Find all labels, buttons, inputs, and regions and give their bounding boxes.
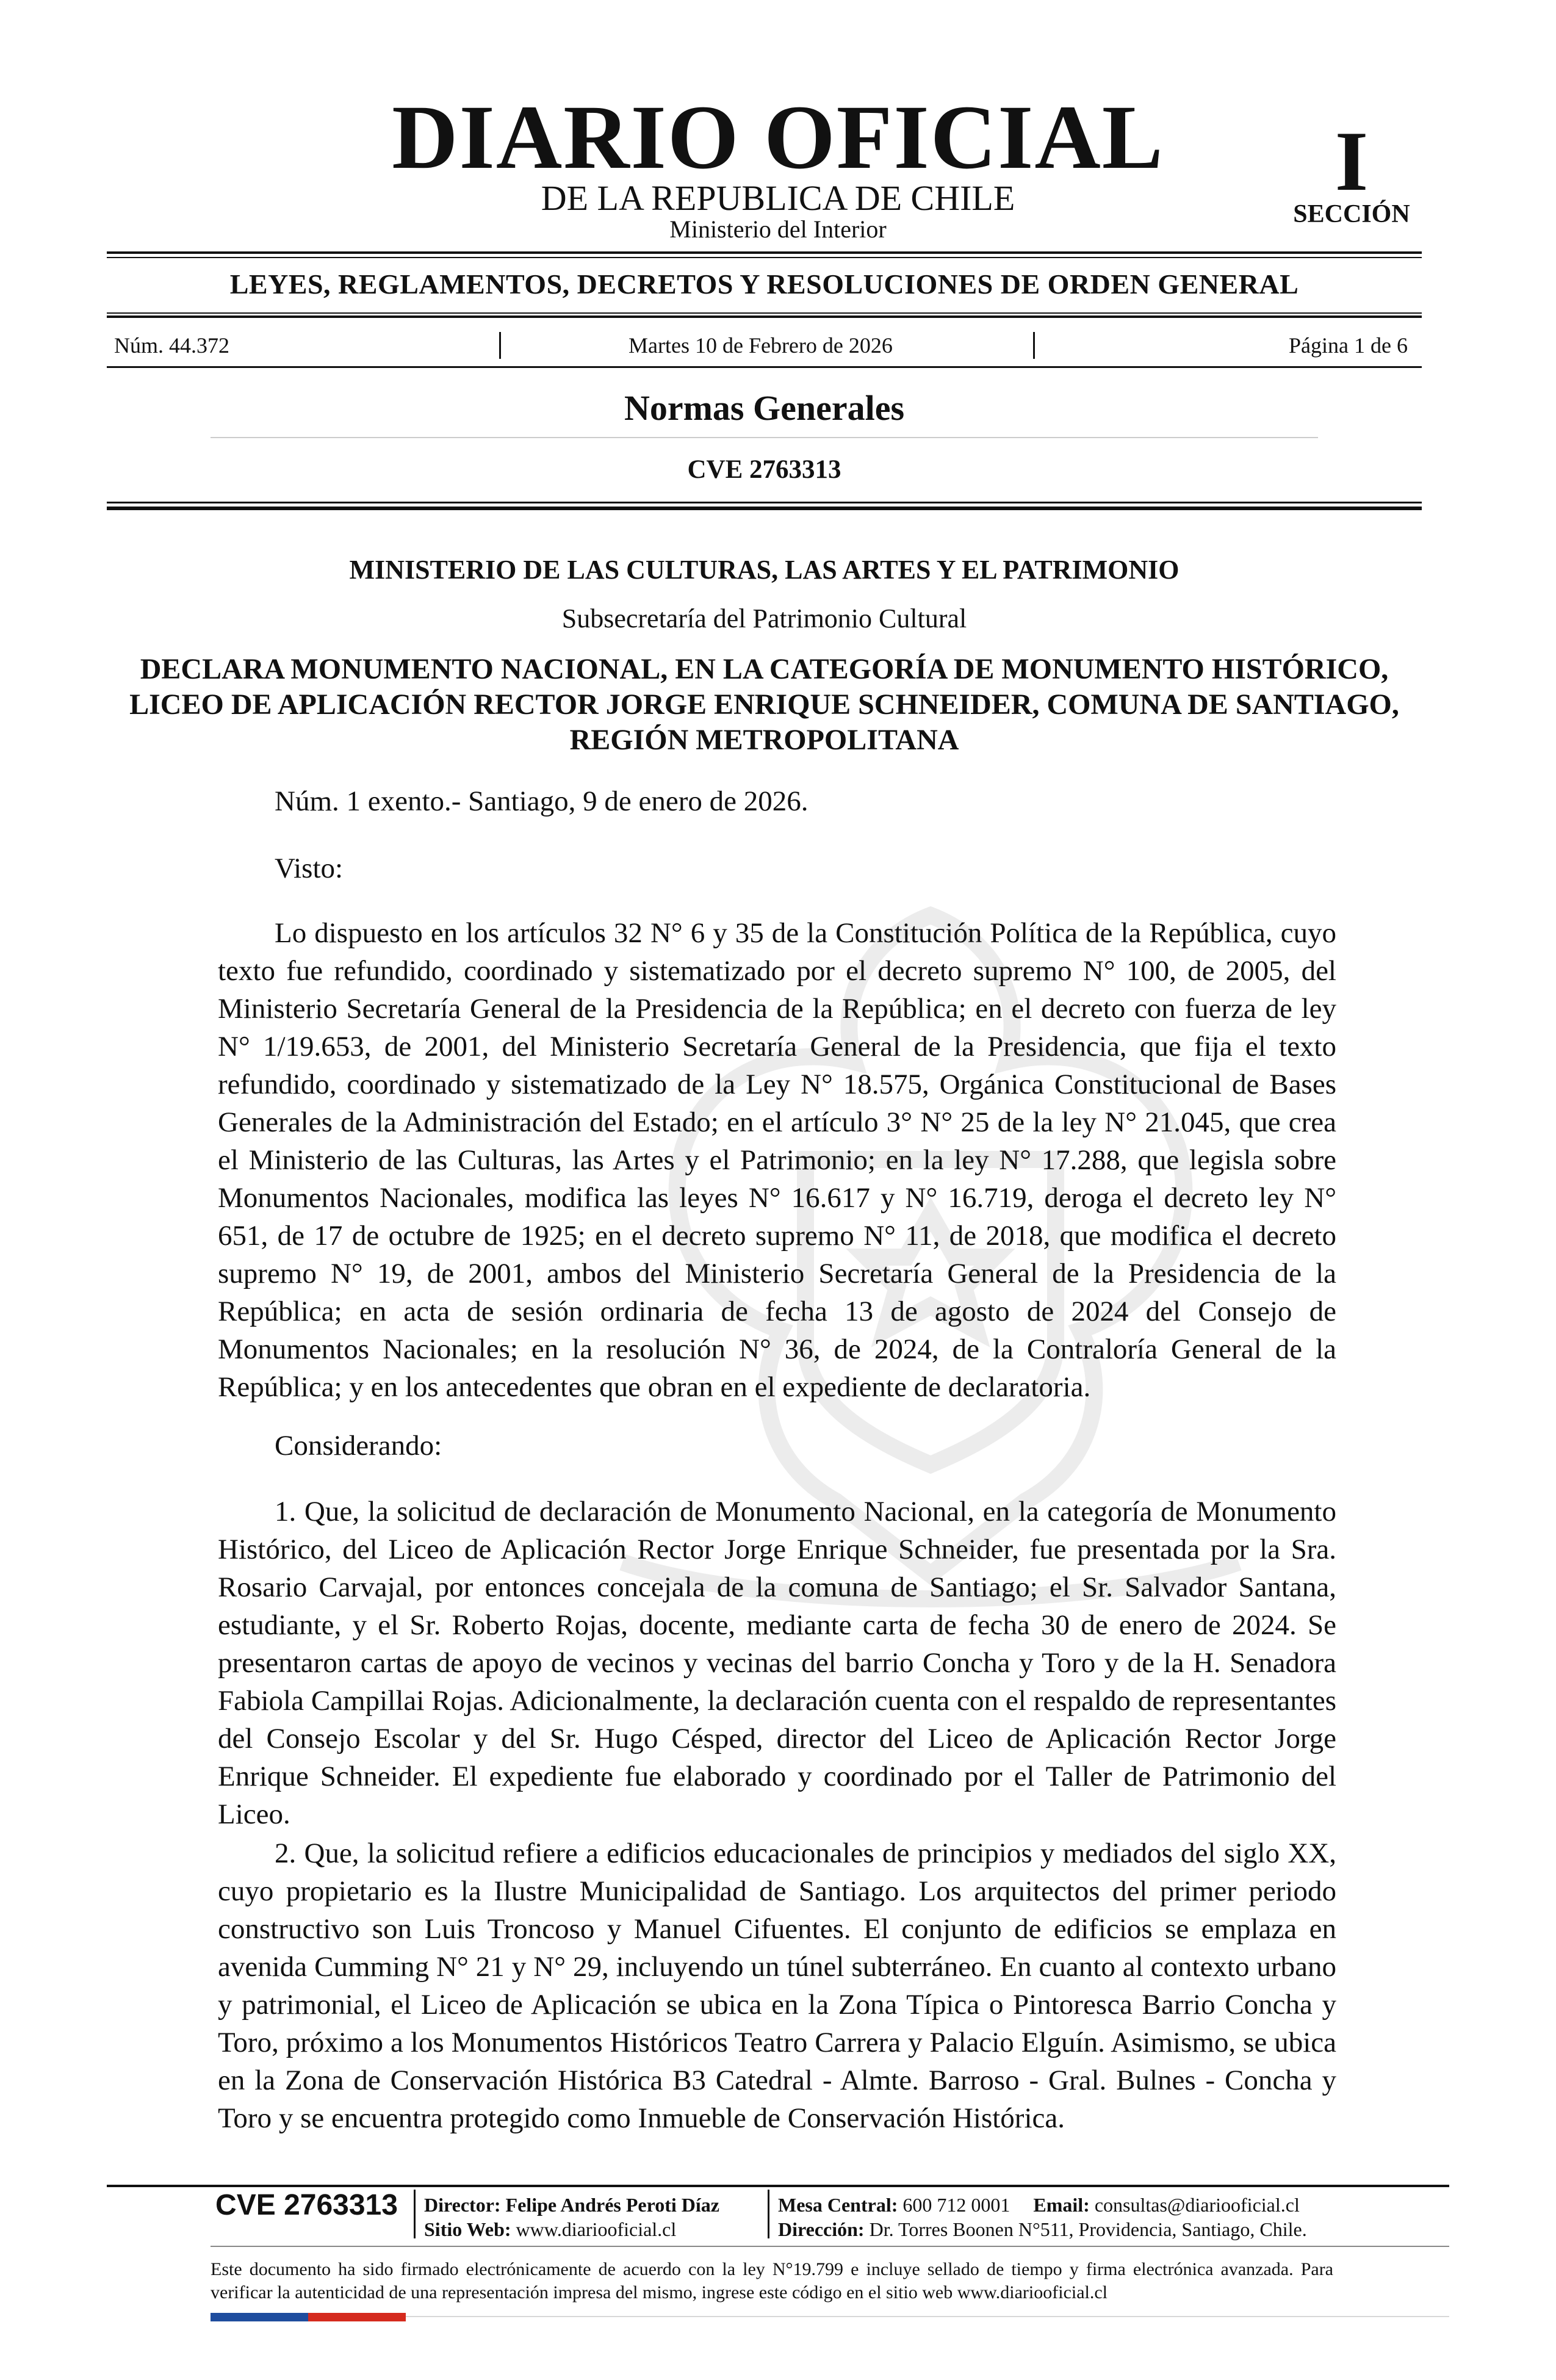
newspaper-subtitle: DE LA REPUBLICA DE CHILE: [541, 178, 1015, 218]
section-label: SECCIÓN: [1293, 200, 1410, 228]
considerando-paragraph-2: 2. Que, la solicitud refiere a edificios educacionales de principios y mediados del siglo XX, cuyo propietario es la Ilustre Municipalidad de Santiago. Los arquitectos del primer periodo constructivo son Luis Troncoso y Manuel Cifuentes. El conjunto de edificios se emplaza en avenida Cumming N° 21 y N° 29, incluyendo un túnel subterráneo. En cuanto al contexto urbano y patrimonial, el Liceo de Aplicación se ubica en la Zona Típica o Pintoresca Barrio Concha y Toro, próximo a los Monumentos Históricos Teatro Carrera y Palacio Elguín. Asimismo, se ubica en la Zona de Conservación Histórica B3 Catedral - Almte. Barroso - Gral. Bulnes - Concha y Toro y se encuentra protegido como Inmueble de Conservación Histórica.: [218, 1837, 1336, 2134]
heading-rule: [211, 437, 1318, 438]
decree-line: Núm. 1 exento.- Santiago, 9 de enero de 2026.: [275, 785, 809, 817]
issue-divider: [1033, 332, 1035, 359]
footer-contact: [778, 2195, 1300, 2215]
footer-website: [424, 2220, 676, 2239]
section-numeral: I: [1334, 114, 1369, 209]
issue-divider: [499, 332, 501, 359]
mesa-label: Mesa Central:: [778, 2194, 898, 2216]
subsecretaria-heading: Subsecretaría del Patrimonio Cultural: [561, 604, 967, 633]
address-text: Dr. Torres Boonen N°511, Providencia, Santiago, Chile.: [869, 2218, 1307, 2240]
email-label: Email:: [1033, 2194, 1090, 2216]
flag-stripe-red: [308, 2313, 406, 2321]
cve-rule-thick: [107, 507, 1422, 510]
newspaper-ministry: Ministerio del Interior: [669, 215, 887, 243]
section-banner: LEYES, REGLAMENTOS, DECRETOS Y RESOLUCIONES DE ORDEN GENERAL: [229, 269, 1299, 300]
website-link[interactable]: www.diariooficial.cl: [516, 2218, 677, 2240]
considerando-paragraph-1: 1. Que, la solicitud de declaración de Monumento Nacional, en la categoría de Monumento Histórico, del Liceo de Aplicación Rector Jorge Enrique Schneider, fue presentada por la Sra. Rosario Carvajal, por entonces concejala de la comuna de Santiago; el Sr. Salvador Santana, estudiante, y el Sr. Roberto Rojas, docente, mediante carta de fecha 30 de enero de 2024. Se presentaron cartas de apoyo de vecinos y vecinas del barrio Concha y Toro y de la H. Senadora Fabiola Campillai Rojas. Adicionalmente, la declaración cuenta con el respaldo de representantes del Consejo Escolar y del Sr. Hugo Césped, director del Liceo de Aplicación Rector Jorge Enrique Schneider. El expediente fue elaborado y coordinado por el Taller de Patrimonio del Liceo.: [218, 1496, 1336, 1830]
banner-rule-thin: [107, 312, 1422, 314]
issue-number: Núm. 44.372: [114, 333, 229, 358]
mesa-phone: 600 712 0001: [902, 2194, 1010, 2216]
issue-rule: [107, 366, 1422, 368]
newspaper-title: DIARIO OFICIAL: [392, 87, 1164, 188]
cve-code: CVE 2763313: [687, 455, 841, 484]
director-label: Director:: [424, 2194, 501, 2216]
ministry-heading: MINISTERIO DE LAS CULTURAS, LAS ARTES Y EL PATRIMONIO: [349, 555, 1180, 585]
section-heading: Normas Generales: [624, 388, 905, 428]
visto-paragraph: Lo dispuesto en los artículos 32 N° 6 y 35 de la Constitución Política de la República, cuyo texto fue refundido, coordinado y sistematizado por el decreto supremo N° 100, de 2005, del Ministerio Secretaría General de la Presidencia de la República; en el decreto con fuerza de ley N° 1/19.653, de 2001, del Ministerio Secretaría General de la Presidencia, que fija el texto refundido, coordinado y sistematizado de la Ley N° 18.575, Orgánica Constitucional de Bases Generales de la Administración del Estado; en el artículo 3° N° 25 de la ley N° 21.045, que crea el Ministerio de las Culturas, las Artes y el Patrimonio; en la ley N° 17.288, que legisla sobre Monumentos Nacionales, modifica las leyes N° 16.617 y N° 16.719, deroga el decreto ley N° 651, de 17 de octubre de 1925; en el decreto supremo N° 11, de 2018, que modifica el decreto supremo N° 19, de 2001, ambos del Ministerio Secretaría General de la Presidencia de la República; en acta de sesión ordinaria de fecha 13 de agosto de 2024 del Consejo de Monumentos Nacionales; en la resolución N° 36, de 2024, de la Contraloría General de la República; y en los antecedentes que obran en el expediente de declaratoria.: [218, 917, 1336, 1403]
signature-disclaimer: Este documento ha sido firmado electrónicamente de acuerdo con la ley N°19.799 e incluye sellado de tiempo y firma electrónica avanzada. Para verificar la autenticidad de una representación impresa del mismo, ingrese este código en el sitio web www.diariooficial.cl: [211, 2259, 1333, 2302]
footer-separator: [211, 2246, 1449, 2247]
footer-divider: [414, 2190, 416, 2238]
banner-rule-thick: [107, 316, 1422, 318]
issue-page: Página 1 de 6: [1289, 333, 1408, 358]
footer-director: [424, 2195, 719, 2215]
flag-stripe-blue: [211, 2313, 308, 2321]
address-label: Dirección:: [778, 2218, 865, 2240]
considerando-label: Considerando:: [275, 1430, 442, 1462]
footer-address: [778, 2220, 1307, 2239]
director-name: Felipe Andrés Peroti Díaz: [505, 2194, 719, 2216]
declaration-title: DECLARA MONUMENTO NACIONAL, EN LA CATEGORÍA DE MONUMENTO HISTÓRICO, LICEO DE APLICACIÓN RECTOR JORGE ENRIQUE SCHNEIDER, COMUNA DE SANTIAGO, REGIÓN METROPOLITANA: [129, 653, 1399, 756]
email-address[interactable]: consultas@diariooficial.cl: [1094, 2194, 1300, 2216]
cve-rule-thin: [107, 502, 1422, 503]
footer-divider: [768, 2190, 769, 2238]
masthead-rule-thick: [107, 251, 1422, 254]
footer-rule: [107, 2185, 1449, 2187]
issue-date: Martes 10 de Febrero de 2026: [629, 333, 893, 358]
masthead-rule-thin: [107, 257, 1422, 258]
footer-cve: CVE 2763313: [215, 2189, 398, 2221]
visto-label: Visto:: [275, 853, 344, 884]
website-label: Sitio Web:: [424, 2218, 511, 2240]
